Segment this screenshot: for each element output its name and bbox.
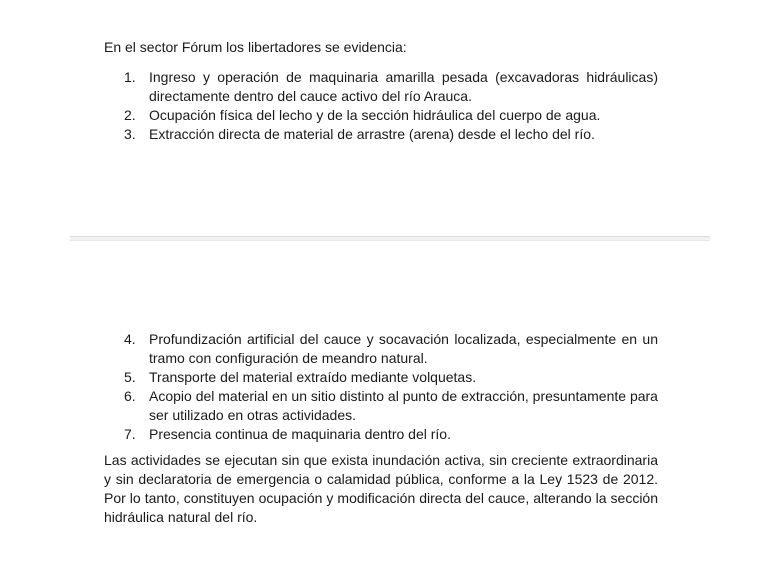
list-item	[124, 387, 658, 425]
list-item-number: 7.	[124, 426, 136, 442]
list-item-number: 1.	[124, 69, 136, 85]
list-item-number: 3.	[124, 126, 136, 142]
list-item	[124, 125, 658, 144]
list-item-text: Profundización artificial del cauce y socavación localizada, especialmente en un tramo con configuración de meandro natural.	[149, 331, 658, 366]
activities-list-top	[124, 68, 658, 144]
list-item	[124, 368, 658, 387]
list-item-text: Acopio del material en un sitio distinto al punto de extracción, presuntamente para ser utilizado en otras actividades.	[149, 388, 658, 423]
activities-list-bottom	[124, 330, 658, 444]
list-item-text: Presencia continua de maquinaria dentro del río.	[149, 426, 451, 442]
page-top	[0, 0, 780, 236]
closing-paragraph: Las actividades se ejecutan sin que exista inundación activa, sin creciente extraordinaria y sin declaratoria de emergencia o calamidad pública, conforme a la Ley 1523 de 2012. Por lo tanto, constituyen ocupación y modificación directa del cauce, alterando la sección hidráulica natural del río.	[104, 452, 658, 525]
list-item-text: Transporte del material extraído mediante volquetas.	[149, 369, 477, 385]
list-item	[124, 425, 658, 444]
list-item-text: Ingreso y operación de maquinaria amarilla pesada (excavadoras hidráulicas) directamente dentro del cauce activo del río Arauca.	[149, 69, 658, 104]
list-item	[124, 68, 658, 106]
list-item-number: 4.	[124, 331, 136, 347]
list-item-text: Extracción directa de material de arrastre (arena) desde el lecho del río.	[149, 126, 595, 142]
list-item-number: 2.	[124, 107, 136, 123]
list-item	[124, 106, 658, 125]
intro-paragraph: En el sector Fórum los libertadores se evidencia:	[104, 39, 407, 55]
list-item	[124, 330, 658, 368]
list-item-text: Ocupación física del lecho y de la sección hidráulica del cuerpo de agua.	[149, 107, 601, 123]
list-item-number: 5.	[124, 369, 136, 385]
list-item-number: 6.	[124, 388, 136, 404]
